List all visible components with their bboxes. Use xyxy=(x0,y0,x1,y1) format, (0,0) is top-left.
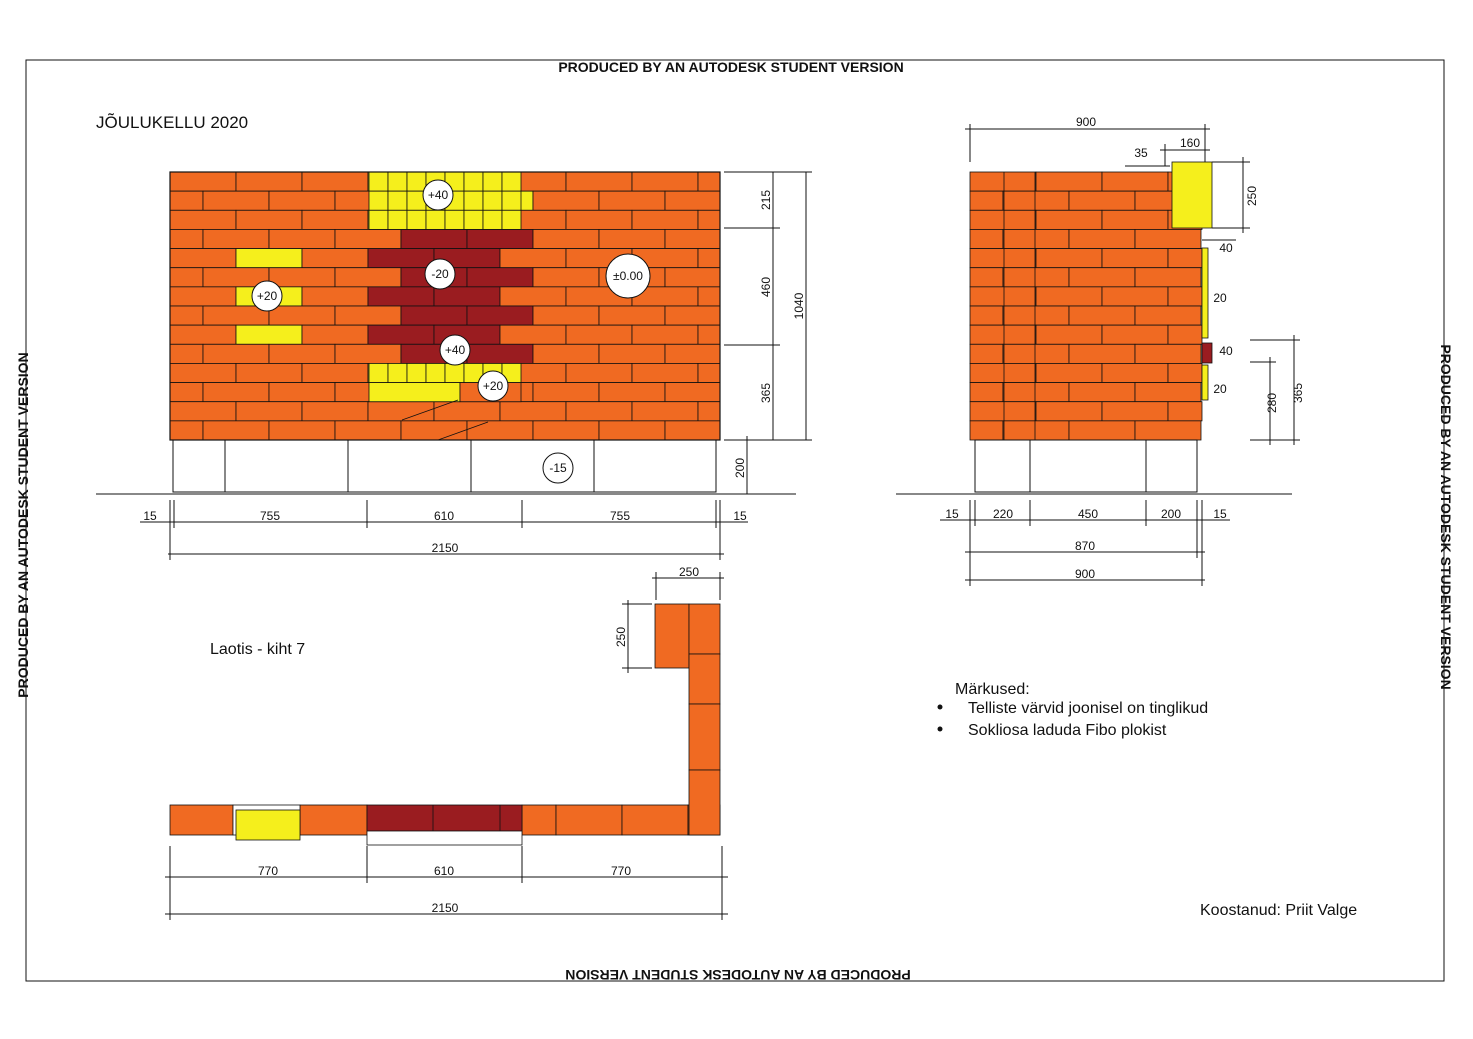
level-tag-right xyxy=(606,254,650,298)
front-brick xyxy=(665,421,720,440)
side-brick xyxy=(1036,325,1102,344)
front-brick xyxy=(698,249,720,268)
front-brick xyxy=(236,249,302,268)
front-brick xyxy=(170,402,236,421)
note-item-2: Sokliosa laduda Fibo plokist xyxy=(968,722,1167,739)
front-brick xyxy=(533,229,599,248)
side-brick xyxy=(970,383,1003,402)
side-brick xyxy=(1102,172,1168,191)
front-brick xyxy=(269,229,335,248)
svg-text:+40: +40 xyxy=(444,343,466,357)
side-brick xyxy=(1036,363,1102,382)
side-brick xyxy=(1135,383,1201,402)
front-brick xyxy=(302,287,368,306)
front-brick xyxy=(632,172,698,191)
dim-side-220: 220 xyxy=(992,507,1014,521)
dim-side-200: 200 xyxy=(1160,507,1182,521)
side-brick xyxy=(1069,306,1135,325)
plan-brick xyxy=(522,805,556,835)
dim-side-20-b: 20 xyxy=(1213,382,1227,396)
dim-front-15-right: 15 xyxy=(733,509,747,523)
dim-front-15-left: 15 xyxy=(143,509,157,523)
front-brick xyxy=(170,325,236,344)
side-brick xyxy=(970,287,1036,306)
front-brick xyxy=(302,172,368,191)
front-brick xyxy=(401,306,467,325)
plan-brick xyxy=(689,770,720,835)
front-brick xyxy=(599,306,665,325)
dim-side-15-right: 15 xyxy=(1213,507,1227,521)
front-brick xyxy=(170,287,236,306)
side-brick xyxy=(1003,344,1069,363)
dim-front-460: 460 xyxy=(759,276,773,298)
dim-front-2150: 2150 xyxy=(431,541,459,555)
front-yellow-soldier xyxy=(483,172,502,191)
front-brick xyxy=(698,402,720,421)
side-brick xyxy=(1102,210,1168,229)
side-brick xyxy=(1003,229,1069,248)
plan-red-block xyxy=(367,805,522,831)
level-tag-bottom xyxy=(478,371,508,401)
front-brick xyxy=(665,191,720,210)
front-brick xyxy=(170,383,203,402)
front-brick xyxy=(698,172,720,191)
side-brick xyxy=(1135,306,1201,325)
svg-text:±0.00: ±0.00 xyxy=(613,269,643,283)
svg-text:-15: -15 xyxy=(549,461,567,475)
svg-text:+40: +40 xyxy=(427,188,449,202)
front-brick xyxy=(170,363,236,382)
front-brick xyxy=(599,344,665,363)
front-brick xyxy=(335,344,401,363)
front-brick xyxy=(236,363,302,382)
front-brick xyxy=(335,268,401,287)
front-brick xyxy=(203,344,269,363)
front-brick xyxy=(269,306,335,325)
front-brick xyxy=(269,344,335,363)
side-brick xyxy=(1168,325,1202,344)
dim-front-200: 200 xyxy=(733,457,747,479)
side-brick xyxy=(1003,268,1069,287)
front-brick xyxy=(203,383,269,402)
front-brick xyxy=(401,421,467,440)
svg-text:+20: +20 xyxy=(256,289,278,303)
note-item-1: Telliste värvid joonisel on tinglikud xyxy=(968,700,1209,717)
front-yellow-soldier xyxy=(483,191,502,210)
front-brick xyxy=(236,325,302,344)
side-brick xyxy=(1135,268,1201,287)
side-brick xyxy=(1069,268,1135,287)
front-brick xyxy=(170,421,203,440)
dim-front-610: 610 xyxy=(433,509,455,523)
level-tag-lower xyxy=(440,335,470,365)
drawing-title: JÕULUKELLU 2020 xyxy=(96,113,249,132)
front-yellow-soldier xyxy=(483,210,502,229)
side-brick xyxy=(1135,344,1201,363)
side-elevation-bricks xyxy=(970,162,1212,440)
side-brick xyxy=(1069,229,1135,248)
front-brick xyxy=(599,421,665,440)
front-brick xyxy=(170,306,203,325)
watermark-right: PRODUCED BY AN AUTODESK STUDENT VERSION xyxy=(1438,344,1454,690)
side-plinth xyxy=(975,440,1197,492)
dim-side-40-a: 40 xyxy=(1219,241,1233,255)
side-yellow-strip xyxy=(1202,365,1208,400)
front-yellow-soldier xyxy=(407,210,426,229)
front-yellow-soldier xyxy=(369,172,388,191)
watermark-top: PRODUCED BY AN AUTODESK STUDENT VERSION xyxy=(558,59,904,75)
side-brick xyxy=(1135,421,1201,440)
plan-yellow-brick xyxy=(236,810,300,840)
side-brick xyxy=(970,268,1003,287)
dim-side-450: 450 xyxy=(1077,507,1099,521)
side-brick xyxy=(1102,287,1168,306)
plan-label: Laotis - kiht 7 xyxy=(210,641,306,658)
front-brick xyxy=(170,172,236,191)
side-yellow-strip xyxy=(1202,248,1208,338)
front-brick xyxy=(500,402,566,421)
side-brick xyxy=(970,249,1036,268)
plan-brick xyxy=(300,805,367,835)
front-brick xyxy=(302,210,368,229)
front-brick xyxy=(467,229,533,248)
front-brick xyxy=(533,421,599,440)
front-yellow-soldier xyxy=(464,172,483,191)
dim-front-215: 215 xyxy=(759,189,773,211)
dim-side-280: 280 xyxy=(1265,392,1279,414)
side-brick xyxy=(1102,402,1168,421)
front-brick xyxy=(533,344,599,363)
front-brick xyxy=(170,191,203,210)
front-brick xyxy=(401,229,467,248)
front-brick xyxy=(335,306,401,325)
level-tag-center xyxy=(425,259,455,289)
side-brick xyxy=(1036,172,1102,191)
front-brick xyxy=(203,191,269,210)
level-tag-plinth xyxy=(543,453,573,483)
front-brick xyxy=(665,268,720,287)
front-yellow-soldier xyxy=(369,363,388,382)
front-yellow-soldier xyxy=(388,172,407,191)
side-brick xyxy=(1036,210,1102,229)
side-brick xyxy=(1102,249,1168,268)
front-yellow-soldier xyxy=(464,210,483,229)
front-brick xyxy=(269,268,335,287)
front-brick xyxy=(698,325,720,344)
front-brick xyxy=(566,402,632,421)
front-brick xyxy=(368,287,434,306)
front-brick xyxy=(335,421,401,440)
dim-side-900-bottom: 900 xyxy=(1074,567,1096,581)
side-brick xyxy=(1102,325,1168,344)
front-brick xyxy=(302,249,368,268)
front-brick xyxy=(500,287,566,306)
front-yellow-soldier xyxy=(464,191,483,210)
watermark-bottom: PRODUCED BY AN AUTODESK STUDENT VERSION xyxy=(565,967,911,983)
dim-plan-770-left: 770 xyxy=(257,864,279,878)
front-plinth xyxy=(173,440,716,492)
side-brick xyxy=(1036,287,1102,306)
front-brick xyxy=(665,229,720,248)
side-brick xyxy=(1102,363,1168,382)
front-brick xyxy=(467,268,533,287)
front-brick xyxy=(566,363,632,382)
side-brick xyxy=(1003,306,1069,325)
front-brick xyxy=(368,402,434,421)
side-brick xyxy=(970,210,1036,229)
front-brick xyxy=(533,306,599,325)
side-brick xyxy=(1168,363,1202,382)
plan-ledge xyxy=(367,831,522,845)
front-yellow-soldier xyxy=(445,363,464,382)
dim-side-365: 365 xyxy=(1291,382,1305,404)
front-brick xyxy=(170,249,236,268)
author-credit: Koostanud: Priit Valge xyxy=(1200,902,1358,919)
front-brick xyxy=(368,249,434,268)
dim-side-40-b: 40 xyxy=(1219,344,1233,358)
front-brick xyxy=(599,229,665,248)
front-brick xyxy=(632,210,698,229)
plan-brick xyxy=(556,805,622,835)
side-brick xyxy=(1069,344,1135,363)
dim-plan-2150: 2150 xyxy=(431,901,459,915)
front-brick xyxy=(500,249,566,268)
front-brick xyxy=(203,421,269,440)
side-brick xyxy=(1069,421,1135,440)
dim-side-870: 870 xyxy=(1074,539,1096,553)
svg-text:+20: +20 xyxy=(482,379,504,393)
front-brick xyxy=(269,383,335,402)
front-yellow-soldier xyxy=(502,172,521,191)
front-brick xyxy=(203,229,269,248)
side-brick xyxy=(1168,402,1202,421)
front-yellow-soldier xyxy=(445,210,464,229)
svg-text:-20: -20 xyxy=(431,267,449,281)
side-brick xyxy=(970,402,1036,421)
dim-side-900-top: 900 xyxy=(1075,115,1097,129)
front-brick xyxy=(236,402,302,421)
front-brick xyxy=(566,172,632,191)
dim-plan-610: 610 xyxy=(433,864,455,878)
dim-front-365: 365 xyxy=(759,382,773,404)
side-brick xyxy=(1135,229,1201,248)
front-yellow-soldier xyxy=(388,363,407,382)
side-yellow-cap xyxy=(1172,162,1212,228)
side-brick xyxy=(1168,287,1202,306)
side-brick xyxy=(1003,421,1069,440)
side-brick xyxy=(1069,383,1135,402)
front-brick xyxy=(269,191,335,210)
plan-brick xyxy=(689,704,720,770)
front-brick xyxy=(170,229,203,248)
front-yellow-soldier xyxy=(388,191,407,210)
front-brick xyxy=(566,210,632,229)
notes-heading: Märkused: xyxy=(955,681,1030,698)
plan-brick xyxy=(689,654,720,704)
front-yellow-soldier xyxy=(502,191,521,210)
front-dims-right xyxy=(724,172,812,494)
dim-front-755-right: 755 xyxy=(609,509,631,523)
front-yellow-soldier xyxy=(502,210,521,229)
side-brick xyxy=(970,325,1036,344)
plan-brick xyxy=(622,805,688,835)
front-brick xyxy=(632,402,698,421)
dim-side-250: 250 xyxy=(1245,185,1259,207)
front-yellow-soldier xyxy=(426,210,445,229)
front-yellow-brick xyxy=(369,383,460,402)
side-brick xyxy=(970,306,1003,325)
front-yellow-soldier xyxy=(388,210,407,229)
dim-plan-250-h: 250 xyxy=(614,626,628,648)
side-brick xyxy=(970,229,1003,248)
side-brick xyxy=(970,172,1036,191)
bullet-2 xyxy=(938,727,943,732)
front-brick xyxy=(632,325,698,344)
front-brick xyxy=(434,287,500,306)
side-brick xyxy=(1003,383,1069,402)
watermark-left: PRODUCED BY AN AUTODESK STUDENT VERSION xyxy=(15,352,31,698)
dim-side-20-a: 20 xyxy=(1213,291,1227,305)
front-brick xyxy=(302,363,368,382)
dim-side-15-left: 15 xyxy=(945,507,959,521)
front-brick xyxy=(698,210,720,229)
front-brick xyxy=(533,268,599,287)
front-brick xyxy=(632,363,698,382)
dim-plan-250-w: 250 xyxy=(678,565,700,579)
side-brick xyxy=(1069,191,1135,210)
plan-brick xyxy=(170,805,233,835)
front-brick xyxy=(302,402,368,421)
level-tag-top xyxy=(423,180,453,210)
front-brick xyxy=(302,325,368,344)
front-brick xyxy=(170,210,236,229)
side-brick xyxy=(1036,249,1102,268)
front-brick xyxy=(236,210,302,229)
front-brick xyxy=(698,287,720,306)
front-brick xyxy=(368,325,434,344)
front-yellow-soldier xyxy=(369,210,388,229)
side-brick xyxy=(970,363,1036,382)
front-yellow-soldier xyxy=(369,191,388,210)
dim-side-35: 35 xyxy=(1134,146,1148,160)
side-brick xyxy=(1168,249,1202,268)
plan-brick xyxy=(689,604,720,654)
front-brick xyxy=(236,172,302,191)
dim-front-1040: 1040 xyxy=(792,292,806,320)
front-yellow-soldier xyxy=(407,363,426,382)
front-brick xyxy=(500,325,566,344)
side-brick xyxy=(1036,402,1102,421)
front-yellow-soldier xyxy=(407,172,426,191)
front-brick xyxy=(566,325,632,344)
front-brick xyxy=(599,191,665,210)
level-tag-left xyxy=(252,281,282,311)
bullet-1 xyxy=(938,705,943,710)
front-brick xyxy=(698,363,720,382)
side-brick xyxy=(970,344,1003,363)
front-brick xyxy=(467,306,533,325)
front-brick xyxy=(467,421,533,440)
dim-side-160: 160 xyxy=(1179,136,1201,150)
front-brick xyxy=(599,383,665,402)
front-brick xyxy=(533,383,599,402)
front-brick xyxy=(170,344,203,363)
dim-plan-770-right: 770 xyxy=(610,864,632,878)
front-brick xyxy=(665,344,720,363)
front-brick xyxy=(434,402,500,421)
front-brick xyxy=(665,306,720,325)
dim-front-755-left: 755 xyxy=(259,509,281,523)
side-dims-right xyxy=(1202,240,1300,445)
front-elevation-bricks xyxy=(170,172,720,440)
plan-brick xyxy=(655,604,689,668)
front-brick xyxy=(170,268,203,287)
front-brick xyxy=(533,191,599,210)
side-brick xyxy=(970,421,1003,440)
front-brick xyxy=(665,383,720,402)
front-yellow-soldier xyxy=(426,363,445,382)
side-brick xyxy=(1003,191,1069,210)
side-brick xyxy=(970,191,1003,210)
front-brick xyxy=(467,344,533,363)
front-brick xyxy=(335,229,401,248)
front-brick xyxy=(269,421,335,440)
side-red-strip xyxy=(1202,343,1212,363)
